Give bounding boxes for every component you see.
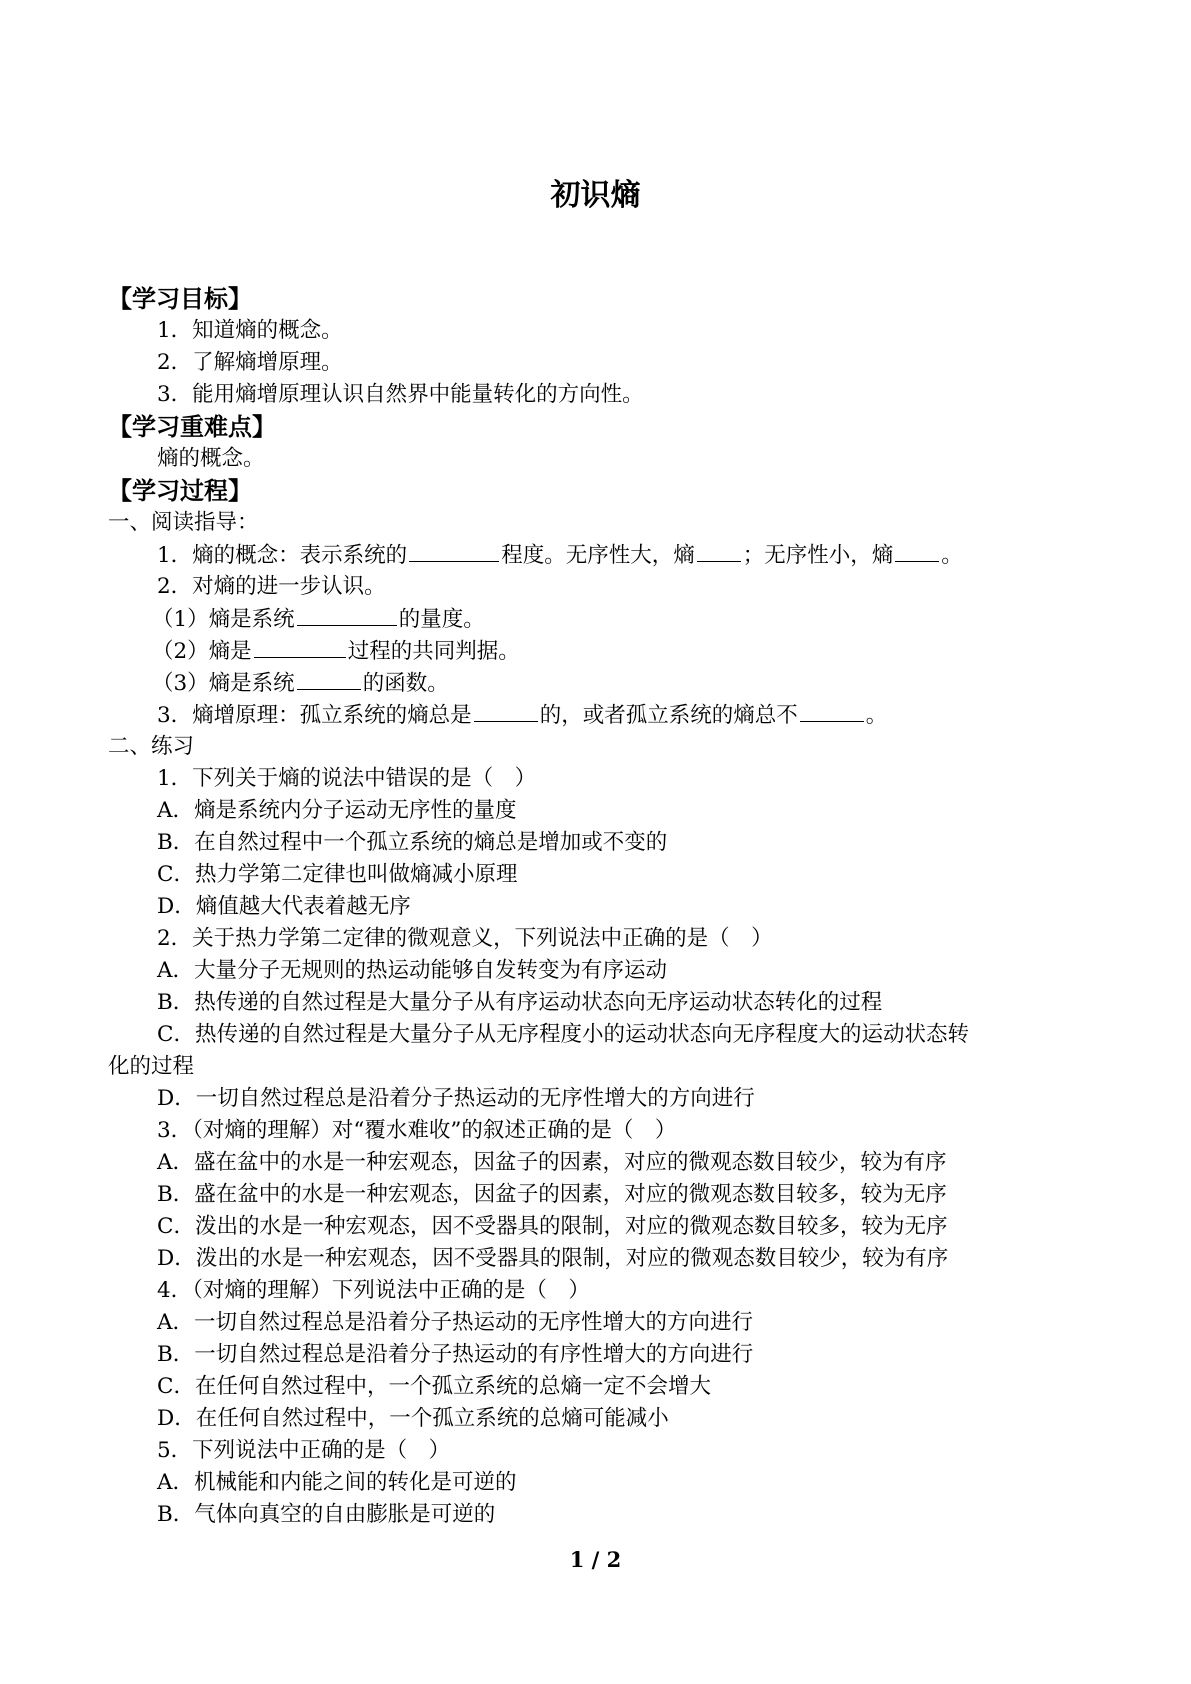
option: D．熵值越大代表着越无序 xyxy=(157,894,411,919)
fill-blank[interactable] xyxy=(895,539,939,562)
fill-blank[interactable] xyxy=(297,603,397,626)
option: C．热力学第二定律也叫做熵减小原理 xyxy=(157,862,518,887)
question-stem: 4．（对熵的理解）下列说法中正确的是（ ） xyxy=(157,1278,590,1303)
fill-blank[interactable] xyxy=(409,539,499,562)
question-stem: 5．下列说法中正确的是（ ） xyxy=(157,1438,451,1463)
question-stem: 2．关于热力学第二定律的微观意义，下列说法中正确的是（ ） xyxy=(157,926,773,951)
goal-item: 2．了解熵增原理。 xyxy=(157,350,343,375)
reading-item-2: 2．对熵的进一步认识。 xyxy=(157,574,386,599)
practice-title: 二、练习 xyxy=(108,734,195,759)
fill-blank[interactable] xyxy=(697,539,741,562)
option: B．热传递的自然过程是大量分子从有序运动状态向无序运动状态转化的过程 xyxy=(157,990,883,1015)
difficulty-text: 熵的概念。 xyxy=(157,446,265,471)
option: D．泼出的水是一种宏观态，因不受器具的限制，对应的微观态数目较少，较为有序 xyxy=(157,1246,949,1271)
option: A．熵是系统内分子运动无序性的量度 xyxy=(157,798,517,823)
option: C．热传递的自然过程是大量分子从无序程度小的运动状态向无序程度大的运动状态转 xyxy=(157,1022,969,1047)
fill-blank[interactable] xyxy=(254,635,346,658)
reading-item-1: 1．熵的概念：表示系统的 程度。无序性大，熵 ；无序性小，熵 。 xyxy=(108,539,1093,571)
fill-blank[interactable] xyxy=(800,699,864,722)
question-stem: 3．（对熵的理解）对“覆水难收”的叙述正确的是（ ） xyxy=(157,1118,677,1143)
goal-item: 1．知道熵的概念。 xyxy=(157,318,343,343)
fill-blank[interactable] xyxy=(474,699,538,722)
option: D．在任何自然过程中，一个孤立系统的总熵可能减小 xyxy=(157,1406,669,1431)
reading-subitem-1: （1）熵是系统 的量度。 xyxy=(108,603,1093,635)
option: C．在任何自然过程中，一个孤立系统的总熵一定不会增大 xyxy=(157,1374,711,1399)
option: C．泼出的水是一种宏观态，因不受器具的限制，对应的微观态数目较多，较为无序 xyxy=(157,1214,948,1239)
document-body xyxy=(108,283,1093,1531)
option: D．一切自然过程总是沿着分子热运动的无序性增大的方向进行 xyxy=(157,1086,755,1111)
option: B．在自然过程中一个孤立系统的熵总是增加或不变的 xyxy=(157,830,668,855)
option: A．大量分子无规则的热运动能够自发转变为有序运动 xyxy=(157,958,668,983)
option: A．盛在盆中的水是一种宏观态，因盆子的因素，对应的微观态数目较少，较为有序 xyxy=(157,1150,947,1175)
option: B．一切自然过程总是沿着分子热运动的有序性增大的方向进行 xyxy=(157,1342,754,1367)
reading-subitem-2: （2）熵是 过程的共同判据。 xyxy=(108,635,1093,667)
option: A．机械能和内能之间的转化是可逆的 xyxy=(157,1470,517,1495)
option-continuation: 化的过程 xyxy=(108,1054,195,1079)
goals-heading: 【学习目标】 xyxy=(108,285,252,313)
option: B．气体向真空的自由膨胀是可逆的 xyxy=(157,1502,496,1527)
reading-item-3: 3．熵增原理：孤立系统的熵总是 的，或者孤立系统的熵总不 。 xyxy=(108,699,1093,731)
page-title: 初识熵 xyxy=(550,178,641,213)
reading-subitem-3: （3）熵是系统 的函数。 xyxy=(108,667,1093,699)
fill-blank[interactable] xyxy=(297,667,361,690)
option: B．盛在盆中的水是一种宏观态，因盆子的因素，对应的微观态数目较多，较为无序 xyxy=(157,1182,947,1207)
difficulty-heading: 【学习重难点】 xyxy=(108,413,276,441)
page-number: 1 / 2 xyxy=(569,1547,622,1572)
question-stem: 1．下列关于熵的说法中错误的是（ ） xyxy=(157,766,537,791)
option: A．一切自然过程总是沿着分子热运动的无序性增大的方向进行 xyxy=(157,1310,754,1335)
goal-item: 3．能用熵增原理认识自然界中能量转化的方向性。 xyxy=(157,382,644,407)
reading-title: 一、阅读指导： xyxy=(108,510,259,535)
process-heading: 【学习过程】 xyxy=(108,477,252,505)
